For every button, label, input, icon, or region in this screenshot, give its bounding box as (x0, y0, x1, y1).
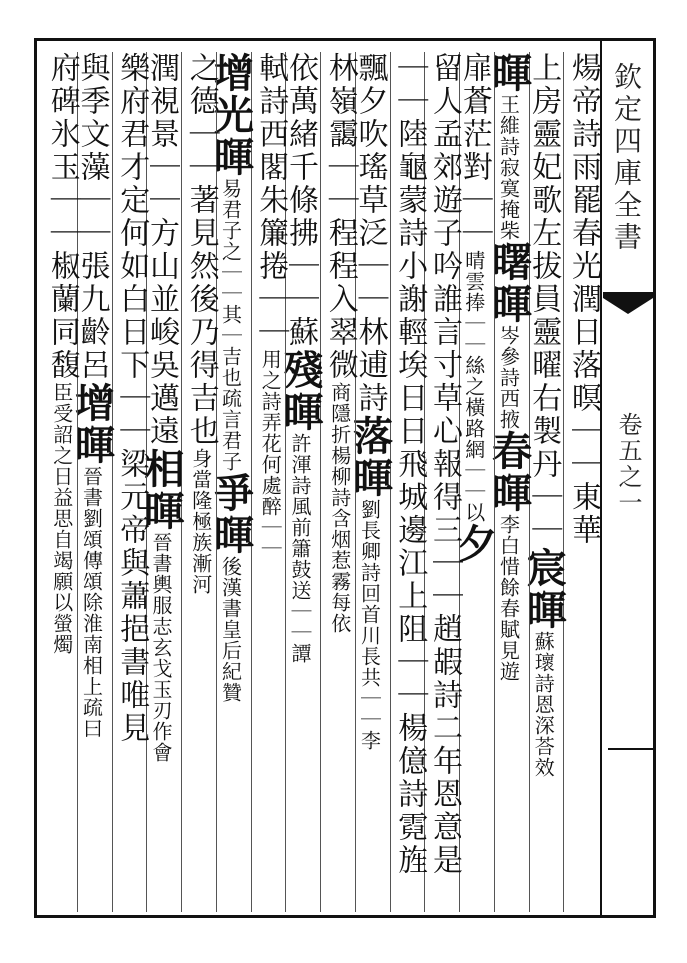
body-text: 扉蒼茫對｜｜ (456, 52, 492, 250)
entry-heading: 曙暉 (485, 241, 533, 325)
annotation-text: 晉書劉頌傳頌除淮南相上疏曰 (79, 466, 104, 739)
fold-divider-bottom (608, 748, 656, 750)
text-column (450, 52, 498, 912)
annotation-text: 蘇瓌詩恩深荅效 (531, 631, 556, 778)
annotation-text: 身當隆極族漸河 (188, 448, 213, 595)
entry-heading: 增暉 (68, 382, 116, 466)
entry-heading: 春暉 (485, 430, 533, 514)
annotation-text: 李白惜餘春賦見遊 (496, 514, 521, 682)
body-text: 之德｜｜著見然後乃得吉也 (183, 52, 219, 448)
column-rule (320, 52, 321, 912)
annotation-text: 劉長卿詩回首川長共｜｜李 (357, 499, 382, 751)
volume-label: 卷五之一 (614, 412, 642, 516)
fish-tail-mark (603, 292, 653, 314)
entry-heading: 暉 (485, 52, 533, 94)
body-text: 軾詩西閣朱簾捲｜｜ (253, 52, 289, 349)
body-text: 留人孟郊遊子吟誰言寸草心報得三｜｜趙嘏詩二年恩意是 (427, 52, 462, 877)
annotation-text: 臣受詔之日益思自竭願以螢燭 (49, 382, 74, 655)
annotation-text: 晉書輿服志玄戈玉刃作會 (149, 532, 173, 763)
text-column (563, 52, 601, 912)
entry-heading: 宸暉 (520, 547, 568, 631)
annotation-text: 晴雲捧｜｜ (461, 250, 486, 355)
column-rule (494, 52, 495, 912)
annotation-text: 岑參詩西掖 (496, 325, 521, 430)
text-column (251, 52, 289, 912)
annotation-text: 易君子之｜｜其｜吉也疏言君子 (218, 178, 243, 472)
body-text: 潤視景｜｜方山並峻吳邁遠 (144, 52, 179, 448)
entry-heading: 落暉 (346, 415, 394, 499)
body-text: 與季文藻｜｜張九齡呂 (74, 52, 110, 382)
annotation-text: 絲之橫路網｜｜以 (461, 355, 486, 523)
text-column (485, 52, 533, 912)
entry-heading: 爭暉 (207, 472, 255, 556)
text-column (390, 52, 428, 912)
text-column (277, 52, 324, 912)
entry-heading: 夕 (450, 523, 498, 565)
body-text: 府碑氷玉｜｜椒蘭同馥 (44, 52, 80, 382)
text-column (346, 52, 394, 912)
body-text: 樂府君才定何如白日下｜｜梁元帝與蕭挹書唯見 (114, 52, 150, 745)
body-text: 林嶺靄｜｜程程入翠微 (322, 52, 358, 382)
annotation-text: 用之詩弄花何處醉｜｜ (258, 349, 283, 559)
text-column (68, 52, 116, 912)
text-column (138, 52, 185, 912)
body-text: 煬帝詩雨罷春光潤日落暝｜｜東華 (566, 52, 601, 547)
body-text: 依萬緒千條拂｜｜蘇 (283, 52, 318, 349)
text-column (207, 52, 255, 912)
column-rule (563, 52, 564, 912)
text-column (42, 52, 80, 912)
annotation-text: 商隱折楊柳詩含烟惹霧每依 (327, 382, 352, 634)
body-text: 飄夕吹瑤草泛｜｜林逋詩 (352, 52, 388, 415)
entry-heading: 相暉 (138, 448, 185, 532)
entry-heading: 殘暉 (277, 349, 324, 433)
annotation-text: 王維詩寂寞掩柴 (496, 94, 521, 241)
text-column (424, 52, 462, 912)
book-title: 欽定四庫全書 (610, 62, 643, 254)
text-column (320, 52, 358, 912)
body-text: 上房靈妃歌左拔員靈曜右製丹｜｜ (526, 52, 562, 547)
annotation-text: 後漢書皇后紀贊 (218, 556, 243, 703)
annotation-text: 許渾詩風前簫鼓送｜｜譚 (288, 433, 312, 664)
text-column (181, 52, 219, 912)
body-text: ｜｜陸龜蒙詩小謝輕埃日日飛城邊江上阻｜｜楊億詩霓旌 (392, 52, 428, 877)
text-column (520, 52, 568, 912)
column-rule (112, 52, 113, 912)
text-column (112, 52, 150, 912)
entry-heading: 增光暉 (207, 52, 255, 178)
